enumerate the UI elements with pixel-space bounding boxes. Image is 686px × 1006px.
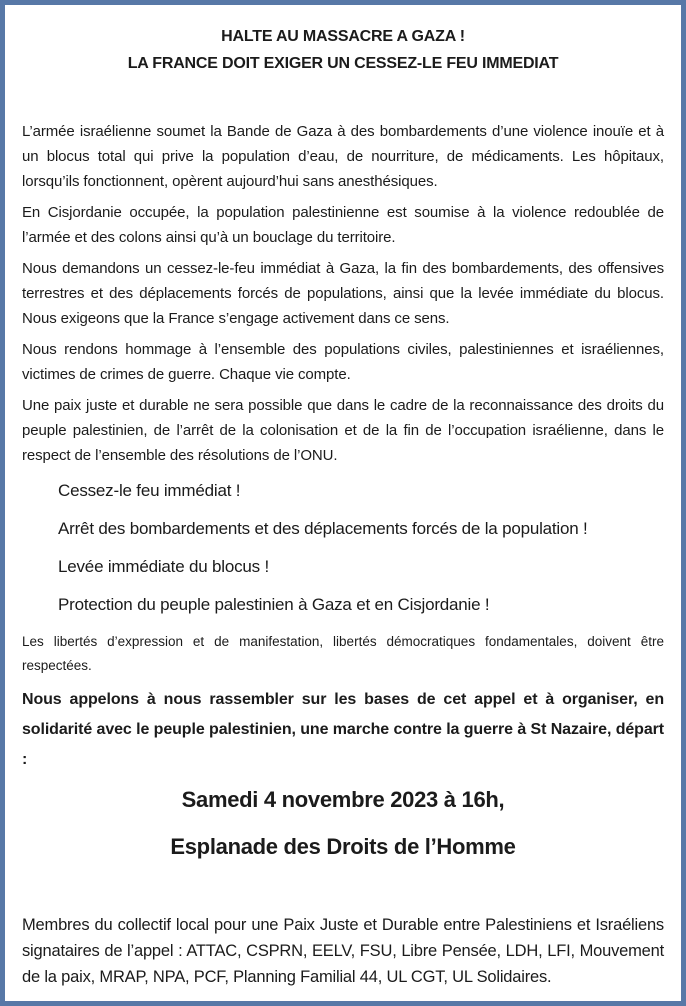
demand-protection: Protection du peuple palestinien à Gaza et en Cisjordanie ! [58,595,490,614]
demands-list [22,478,664,617]
paragraph-gaza-bombardments: L’armée israélienne soumet la Bande de Gaza à des bombardements d’une violence inouïe et à un blocus total qui prive la population d’eau, de nourriture, de médicaments. Les hôpitaux, lorsqu’ils fonctionnent, opèrent aujourd’hui sans anesthésiques. [22,123,664,190]
paragraph-demands-summary: Nous demandons un cessez-le-feu immédiat à Gaza, la fin des bombardements, des offensives terrestres et des déplacements forcés de populations, ainsi que la levée immédiate du blocus. Nous exigeons que la France s’engage activement dans ce sens. [22,260,664,327]
paragraph-freedoms: Les libertés d’expression et de manifestation, libertés démocratiques fondamentales, doivent être respectées. [22,634,664,673]
paragraph-paix-juste: Une paix juste et durable ne sera possible que dans le cadre de la reconnaissance des droits du peuple palestinien, de l’arrêt de la colonisation et de la fin de l’occupation israélienne, dans le respect de l’ensemble des résolutions de l’ONU. [22,397,664,464]
paragraph-cisjordanie: En Cisjordanie occupée, la population palestinienne est soumise à la violence redoublée de l’armée et des colons ainsi qu’à un bouclage du territoire. [22,204,664,246]
paragraph-appeal: Nous appelons à nous rassembler sur les bases de cet appel et à organiser, en solidarité avec le peuple palestinien, une marche contre la guerre à St Nazaire, départ : [22,691,664,768]
event-datetime: Samedi 4 novembre 2023 à 16h, [181,787,505,812]
demand-lift-blockade: Levée immédiate du blocus ! [58,557,270,576]
demand-stop-bombardments: Arrêt des bombardements et des déplacements forcés de la population ! [58,519,588,538]
title-line-1: HALTE AU MASSACRE A GAZA ! [221,28,465,45]
event-location: Esplanade des Droits de l’Homme [170,834,516,859]
flyer-content [5,5,681,990]
paragraph-hommage: Nous rendons hommage à l’ensemble des populations civiles, palestiniennes et israéliennes, victimes de crimes de guerre. Chaque vie compte. [22,341,664,383]
demand-ceasefire: Cessez-le feu immédiat ! [58,481,241,500]
title-line-2: LA FRANCE DOIT EXIGER UN CESSEZ-LE FEU IMMEDIAT [127,55,559,72]
paragraph-signatories: Membres du collectif local pour une Paix Juste et Durable entre Palestiniens et Israéliens signataires de l’appel : ATTAC, CSPRN, EELV, FSU, Libre Pensée, LDH, LFI, Mouvement de la paix, MRAP, NPA, PCF, Planning Familial 44, UL CGT, UL Solidaires. [22,916,664,986]
title-block [22,23,664,77]
